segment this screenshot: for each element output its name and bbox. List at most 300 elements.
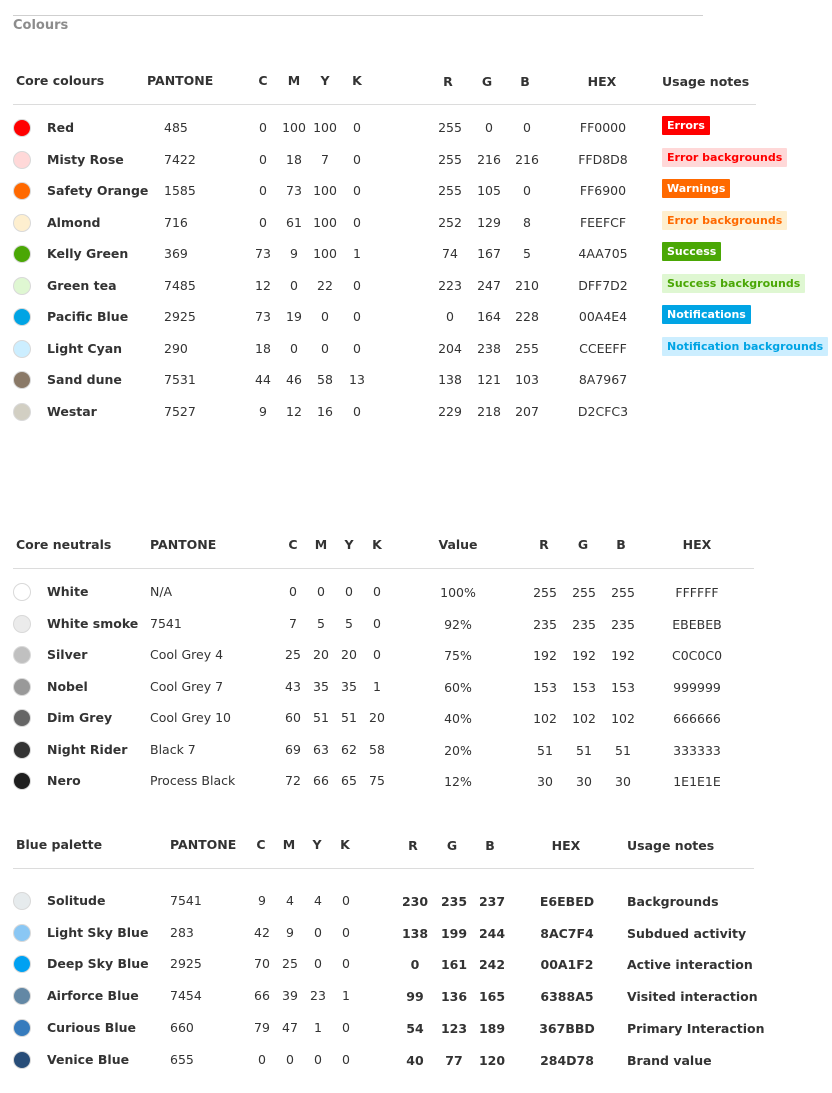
r-cell: 229 — [438, 403, 462, 419]
r-cell: 40 — [406, 1052, 424, 1068]
table-row — [0, 211, 832, 235]
k-cell: 0 — [353, 309, 361, 324]
m-cell: 20 — [313, 647, 329, 662]
y-cell: 22 — [317, 277, 333, 293]
table-row — [0, 984, 832, 1008]
color-swatch — [13, 892, 31, 910]
hex-cell: 4AA705 — [578, 246, 628, 261]
color-name: Night Rider — [47, 741, 128, 757]
r-cell: 255 — [438, 183, 462, 198]
table-row — [0, 305, 832, 329]
y-cell: 100 — [313, 246, 337, 261]
table-row — [0, 337, 832, 361]
hex-cell: FFFFFF — [675, 585, 719, 600]
table-row — [0, 242, 832, 266]
c-cell: 70 — [254, 956, 270, 972]
r-cell: 102 — [533, 711, 557, 726]
b-cell: 0 — [523, 120, 531, 135]
table-row — [0, 952, 832, 976]
r-cell: 30 — [537, 774, 553, 789]
color-name: Solitude — [47, 893, 106, 908]
color-swatch — [13, 741, 31, 759]
table-row — [0, 738, 832, 762]
c-cell: 12 — [255, 277, 271, 293]
color-name: Pacific Blue — [47, 309, 129, 324]
header-pantone: PANTONE — [150, 537, 217, 552]
y-cell: 100 — [313, 214, 337, 230]
y-cell: 35 — [341, 678, 357, 694]
r-cell: 0 — [446, 309, 454, 324]
m-cell: 73 — [286, 183, 302, 198]
pantone-cell: 2925 — [170, 956, 202, 972]
m-cell: 51 — [313, 710, 329, 725]
hex-cell: 284D78 — [540, 1052, 594, 1068]
hex-cell: FFD8D8 — [578, 151, 628, 167]
pantone-cell: 283 — [170, 924, 194, 940]
color-swatch — [13, 277, 31, 295]
y-cell: 100 — [313, 183, 337, 198]
r-cell: 252 — [438, 214, 462, 230]
color-swatch — [13, 119, 31, 137]
header-k: K — [352, 73, 362, 88]
header-pantone: PANTONE — [147, 73, 214, 88]
y-cell: 4 — [314, 893, 322, 908]
hex-cell: D2CFC3 — [577, 403, 629, 419]
hex-cell: E6EBED — [539, 894, 595, 909]
m-cell: 4 — [286, 893, 294, 908]
r-cell: 138 — [401, 925, 429, 941]
pantone-cell: 2925 — [164, 309, 196, 324]
c-cell: 73 — [255, 246, 271, 261]
color-name: Light Sky Blue — [47, 924, 149, 940]
b-cell: 235 — [611, 616, 635, 632]
k-cell: 75 — [369, 773, 385, 788]
header-name: Core neutrals — [16, 537, 112, 552]
c-cell: 66 — [254, 988, 270, 1004]
y-cell: 100 — [313, 120, 337, 135]
color-swatch — [13, 214, 31, 232]
header-divider — [13, 104, 756, 105]
r-cell: 74 — [442, 246, 458, 261]
header-b: B — [520, 74, 530, 89]
color-swatch — [13, 772, 31, 790]
y-cell: 16 — [317, 403, 333, 419]
c-cell: 9 — [258, 893, 266, 908]
color-name: Misty Rose — [47, 151, 124, 167]
color-swatch — [13, 308, 31, 326]
b-cell: 242 — [478, 957, 506, 973]
color-name: Nobel — [47, 678, 88, 694]
color-name: Kelly Green — [47, 246, 129, 261]
y-cell: 7 — [321, 151, 329, 167]
k-cell: 20 — [369, 710, 385, 725]
header-g: G — [481, 74, 493, 89]
pantone-cell: 7485 — [164, 277, 196, 293]
pantone-cell: Cool Grey 7 — [150, 678, 224, 694]
color-name: Westar — [47, 403, 97, 419]
r-cell: 235 — [533, 616, 557, 632]
header-r: R — [539, 537, 549, 552]
m-cell: 35 — [313, 678, 329, 694]
k-cell: 0 — [342, 1019, 350, 1035]
color-swatch — [13, 1051, 31, 1069]
color-name: Nero — [47, 773, 81, 788]
m-cell: 0 — [290, 340, 298, 356]
hex-cell: DFF7D2 — [578, 277, 628, 293]
usage-badge: Warnings — [662, 179, 730, 198]
c-cell: 0 — [259, 151, 267, 167]
y-cell: 1 — [314, 1019, 322, 1035]
header-k: K — [340, 837, 350, 852]
y-cell: 0 — [321, 340, 329, 356]
color-swatch — [13, 1019, 31, 1037]
b-cell: 0 — [523, 183, 531, 198]
header-divider — [13, 868, 754, 869]
c-cell: 73 — [255, 309, 271, 324]
header-c: C — [256, 837, 266, 852]
g-cell: 216 — [477, 151, 501, 167]
usage-badge: Error backgrounds — [662, 148, 787, 167]
m-cell: 0 — [317, 584, 325, 599]
r-cell: 255 — [533, 585, 557, 600]
r-cell: 0 — [410, 957, 420, 973]
g-cell: 199 — [440, 925, 468, 941]
table-row — [0, 706, 832, 730]
header-y: Y — [312, 837, 322, 852]
hex-cell: 6388A5 — [540, 989, 594, 1005]
usage-badge: Notifications — [662, 305, 751, 324]
usage-cell: Backgrounds — [627, 894, 719, 909]
m-cell: 9 — [286, 924, 294, 940]
b-cell: 228 — [515, 309, 539, 324]
color-name: Sand dune — [47, 372, 122, 387]
color-name: Dim Grey — [47, 710, 113, 725]
table-row — [0, 769, 832, 793]
g-cell: 255 — [572, 585, 596, 600]
c-cell: 7 — [289, 615, 297, 631]
g-cell: 0 — [485, 120, 493, 135]
m-cell: 63 — [313, 741, 329, 757]
m-cell: 5 — [317, 615, 325, 631]
value-cell: 100% — [440, 585, 476, 600]
k-cell: 0 — [353, 340, 361, 356]
g-cell: 161 — [440, 957, 468, 973]
c-cell: 0 — [259, 214, 267, 230]
pantone-cell: 660 — [170, 1019, 194, 1035]
g-cell: 235 — [572, 616, 596, 632]
color-name: Almond — [47, 214, 101, 230]
header-name: Core colours — [16, 73, 105, 88]
hex-cell: 1E1E1E — [673, 774, 721, 789]
g-cell: 235 — [440, 894, 468, 909]
y-cell: 51 — [341, 710, 357, 725]
value-cell: 75% — [444, 648, 472, 663]
c-cell: 0 — [289, 584, 297, 599]
m-cell: 0 — [286, 1051, 294, 1067]
header-c: C — [258, 73, 268, 88]
hex-cell: FF6900 — [579, 183, 627, 198]
table-row — [0, 889, 832, 913]
table-row — [0, 116, 832, 140]
c-cell: 9 — [259, 403, 267, 419]
b-cell: 255 — [611, 585, 635, 600]
color-swatch — [13, 987, 31, 1005]
usage-badge: Error backgrounds — [662, 211, 787, 230]
pantone-cell: Process Black — [150, 773, 236, 788]
c-cell: 72 — [285, 773, 301, 788]
y-cell: 0 — [314, 956, 322, 972]
header-g: G — [446, 838, 458, 853]
k-cell: 0 — [353, 277, 361, 293]
color-swatch — [13, 371, 31, 389]
g-cell: 136 — [440, 989, 468, 1005]
c-cell: 44 — [255, 372, 271, 387]
header-name: Blue palette — [16, 837, 103, 852]
m-cell: 46 — [286, 372, 302, 387]
c-cell: 0 — [258, 1051, 266, 1067]
k-cell: 0 — [353, 151, 361, 167]
hex-cell: 8AC7F4 — [540, 925, 594, 941]
r-cell: 138 — [438, 372, 462, 387]
color-name: Silver — [47, 647, 88, 662]
k-cell: 0 — [353, 183, 361, 198]
hex-cell: 367BBD — [539, 1020, 595, 1036]
color-name: Curious Blue — [47, 1019, 136, 1035]
g-cell: 51 — [576, 742, 592, 758]
pantone-cell: 369 — [164, 246, 188, 261]
table-row — [0, 612, 832, 636]
value-cell: 60% — [444, 679, 472, 695]
m-cell: 12 — [286, 403, 302, 419]
table-row — [0, 368, 832, 392]
hex-cell: 666666 — [673, 711, 721, 726]
header-r: R — [408, 838, 418, 853]
b-cell: 5 — [523, 246, 531, 261]
header-y: Y — [344, 537, 354, 552]
header-pantone: PANTONE — [170, 837, 237, 852]
y-cell: 0 — [314, 924, 322, 940]
b-cell: 103 — [515, 372, 539, 387]
k-cell: 0 — [342, 956, 350, 972]
hex-cell: 00A1F2 — [540, 957, 594, 973]
y-cell: 5 — [345, 615, 353, 631]
r-cell: 51 — [537, 742, 553, 758]
table-row — [0, 400, 832, 424]
header-hex: HEX — [682, 537, 712, 552]
r-cell: 54 — [406, 1020, 424, 1036]
pantone-cell: 655 — [170, 1051, 194, 1067]
pantone-cell: 7422 — [164, 151, 196, 167]
k-cell: 1 — [373, 678, 381, 694]
usage-badge: Notification backgrounds — [662, 337, 828, 356]
hex-cell: 333333 — [673, 742, 721, 758]
header-m: M — [314, 537, 328, 552]
pantone-cell: 7531 — [164, 372, 196, 387]
usage-cell: Brand value — [627, 1052, 712, 1068]
value-cell: 12% — [444, 774, 472, 789]
k-cell: 0 — [342, 893, 350, 908]
b-cell: 244 — [478, 925, 506, 941]
color-swatch — [13, 678, 31, 696]
header-usage: Usage notes — [627, 838, 715, 853]
y-cell: 23 — [310, 988, 326, 1004]
hex-cell: FEEFCF — [579, 214, 627, 230]
g-cell: 238 — [477, 340, 501, 356]
y-cell: 58 — [317, 372, 333, 387]
pantone-cell: 1585 — [164, 183, 196, 198]
c-cell: 42 — [254, 924, 270, 940]
color-swatch — [13, 340, 31, 358]
pantone-cell: 7454 — [170, 988, 202, 1004]
k-cell: 58 — [369, 741, 385, 757]
value-cell: 40% — [444, 711, 472, 726]
usage-cell: Visited interaction — [627, 989, 758, 1005]
r-cell: 230 — [401, 894, 429, 909]
color-name: Red — [47, 120, 75, 135]
header-usage: Usage notes — [662, 74, 750, 89]
k-cell: 13 — [349, 372, 365, 387]
hex-cell: FF0000 — [579, 120, 627, 135]
k-cell: 0 — [353, 403, 361, 419]
m-cell: 25 — [282, 956, 298, 972]
g-cell: 30 — [576, 774, 592, 789]
header-r: R — [443, 74, 453, 89]
b-cell: 153 — [611, 679, 635, 695]
header-m: M — [287, 73, 301, 88]
g-cell: 123 — [440, 1020, 468, 1036]
g-cell: 153 — [572, 679, 596, 695]
m-cell: 61 — [286, 214, 302, 230]
header-value: Value — [438, 537, 478, 552]
color-name: Safety Orange — [47, 183, 149, 198]
header-k: K — [372, 537, 382, 552]
g-cell: 102 — [572, 711, 596, 726]
color-swatch — [13, 245, 31, 263]
header-m: M — [282, 837, 296, 852]
b-cell: 207 — [515, 403, 539, 419]
hex-cell: 00A4E4 — [578, 309, 628, 324]
color-name: Green tea — [47, 277, 117, 293]
b-cell: 237 — [478, 894, 506, 909]
usage-cell: Primary Interaction — [627, 1020, 765, 1036]
table-row — [0, 1016, 832, 1040]
pantone-cell: Cool Grey 10 — [150, 710, 231, 725]
b-cell: 165 — [478, 989, 506, 1005]
color-name: Deep Sky Blue — [47, 956, 149, 972]
header-hex: HEX — [587, 74, 617, 89]
y-cell: 0 — [345, 584, 353, 599]
hex-cell: 8A7967 — [578, 372, 628, 387]
table-row — [0, 1048, 832, 1072]
g-cell: 247 — [477, 277, 501, 293]
color-swatch — [13, 709, 31, 727]
k-cell: 0 — [342, 924, 350, 940]
y-cell: 20 — [341, 647, 357, 662]
c-cell: 0 — [259, 120, 267, 135]
m-cell: 100 — [282, 120, 306, 135]
table-row — [0, 179, 832, 203]
page-title: Colours — [13, 18, 69, 33]
hex-cell: EBEBEB — [672, 616, 722, 632]
b-cell: 189 — [478, 1020, 506, 1036]
hex-cell: 999999 — [673, 679, 721, 695]
y-cell: 0 — [314, 1051, 322, 1067]
c-cell: 79 — [254, 1019, 270, 1035]
y-cell: 0 — [321, 309, 329, 324]
m-cell: 18 — [286, 151, 302, 167]
r-cell: 99 — [406, 989, 424, 1005]
k-cell: 0 — [353, 120, 361, 135]
color-swatch — [13, 182, 31, 200]
value-cell: 20% — [444, 742, 472, 758]
color-name: White — [47, 584, 89, 599]
r-cell: 153 — [533, 679, 557, 695]
b-cell: 51 — [615, 742, 631, 758]
hex-cell: CCEEFF — [579, 340, 627, 356]
g-cell: 218 — [477, 403, 501, 419]
m-cell: 66 — [313, 773, 329, 788]
m-cell: 0 — [290, 277, 298, 293]
usage-cell: Subdued activity — [627, 925, 747, 941]
g-cell: 77 — [445, 1052, 463, 1068]
g-cell: 192 — [572, 648, 596, 663]
table-row — [0, 580, 832, 604]
b-cell: 210 — [515, 277, 539, 293]
color-name: White smoke — [47, 615, 139, 631]
k-cell: 0 — [373, 584, 381, 599]
k-cell: 0 — [342, 1051, 350, 1067]
usage-badge: Errors — [662, 116, 710, 135]
color-swatch — [13, 615, 31, 633]
k-cell: 0 — [353, 214, 361, 230]
b-cell: 216 — [515, 151, 539, 167]
pantone-cell: N/A — [150, 584, 173, 599]
color-name: Airforce Blue — [47, 988, 139, 1004]
c-cell: 43 — [285, 678, 301, 694]
header-b: B — [485, 838, 495, 853]
usage-cell: Active interaction — [627, 957, 753, 973]
header-g: G — [577, 537, 589, 552]
m-cell: 39 — [282, 988, 298, 1004]
g-cell: 105 — [477, 183, 501, 198]
pantone-cell: 7541 — [170, 893, 202, 908]
pantone-cell: Black 7 — [150, 741, 196, 757]
b-cell: 192 — [611, 648, 635, 663]
m-cell: 47 — [282, 1019, 298, 1035]
color-swatch — [13, 955, 31, 973]
color-swatch — [13, 403, 31, 421]
color-swatch — [13, 583, 31, 601]
c-cell: 69 — [285, 741, 301, 757]
pantone-cell: 7527 — [164, 403, 196, 419]
m-cell: 9 — [290, 246, 298, 261]
g-cell: 121 — [477, 372, 501, 387]
r-cell: 223 — [438, 277, 462, 293]
c-cell: 0 — [259, 183, 267, 198]
color-name: Venice Blue — [47, 1051, 130, 1067]
b-cell: 8 — [523, 214, 531, 230]
color-name: Light Cyan — [47, 340, 123, 356]
header-hex: HEX — [551, 838, 581, 853]
k-cell: 0 — [373, 615, 381, 631]
header-divider — [13, 568, 754, 569]
usage-badge: Success backgrounds — [662, 274, 805, 293]
c-cell: 18 — [255, 340, 271, 356]
k-cell: 0 — [373, 647, 381, 662]
color-swatch — [13, 646, 31, 664]
r-cell: 255 — [438, 120, 462, 135]
b-cell: 255 — [515, 340, 539, 356]
